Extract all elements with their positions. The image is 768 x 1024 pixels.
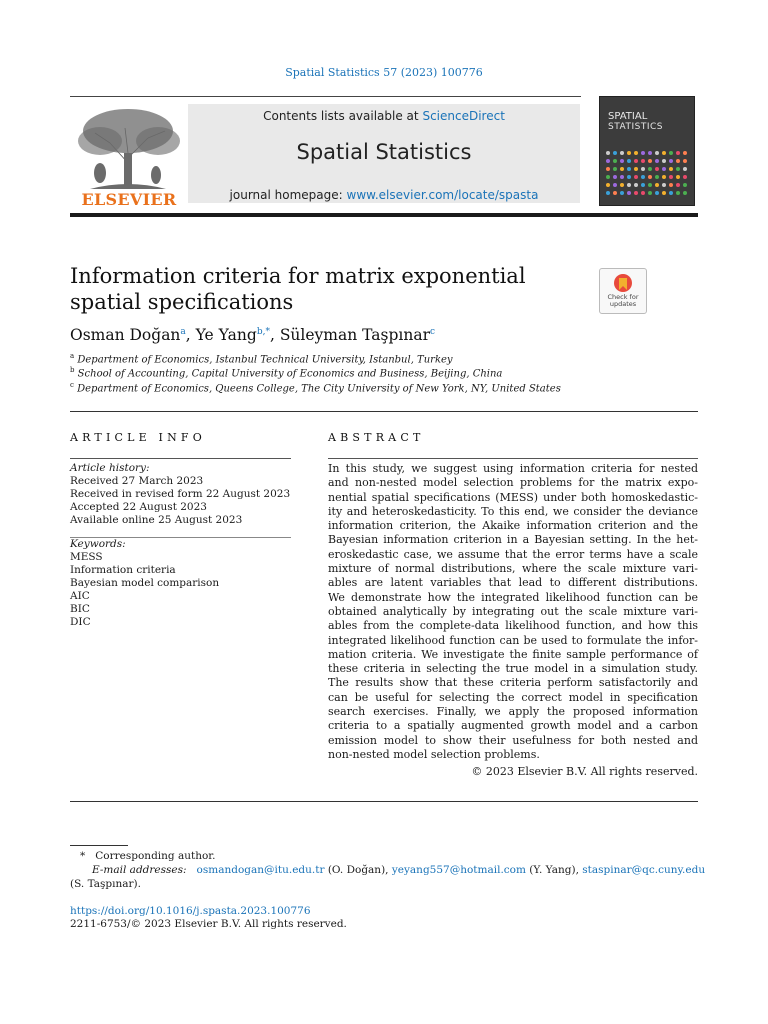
section-rule [70,411,698,412]
cover-dot [648,183,652,187]
email-link-dogan[interactable]: osmandogan@itu.edu.tr [196,864,325,876]
cover-dot [613,151,617,155]
cover-dot [669,175,673,179]
cover-dot [662,167,666,171]
cover-dot [606,159,610,163]
cover-dot [627,159,631,163]
cover-dot [641,151,645,155]
contents-line [188,109,580,123]
journal-title: Spatial Statistics [296,140,472,164]
abstract-copyright: © 2023 Elsevier B.V. All rights reserved. [471,765,698,778]
keyword-item: BIC [70,603,90,615]
cover-dot [683,167,687,171]
cover-dot [669,191,673,195]
email-label: E-mail addresses: [92,864,187,876]
article-title [70,263,580,315]
cover-dot [676,191,680,195]
elsevier-wordmark: ELSEVIER [81,190,177,209]
cover-dot [613,167,617,171]
check-for-updates-button[interactable] [599,268,647,314]
cover-dot [683,183,687,187]
issn-copyright: 2211-6753/© 2023 Elsevier B.V. All rights reserved. [70,918,347,930]
cover-dot [634,191,638,195]
cover-dot [648,191,652,195]
history-label: Article history: [70,462,150,474]
article-title-line2: spatial specifications [70,290,294,314]
abstract-line: The results show that these criteria perform satisfactorily and [328,676,698,690]
cover-dot [655,159,659,163]
cover-dot [606,167,610,171]
cover-dot [613,183,617,187]
cover-dot [606,191,610,195]
abstract-line: Bayesian information criterion in a Bayesian setting. In the het- [328,533,698,547]
keyword-item: MESS [70,551,103,563]
affiliation-b: $^b$ School of Accounting, Capital University of Economics and Business, Beijing, China [70,366,503,380]
journal-cover-image[interactable] [599,96,695,206]
abstract-line: criteria to a spatially augmented growth model and a carbon [328,719,698,733]
cover-dot [669,167,673,171]
keyword-item: DIC [70,616,91,628]
journal-homepage-link[interactable]: www.elsevier.com/locate/spasta [346,188,539,202]
cover-dot [648,167,652,171]
affiliation-c: $^c$ Department of Economics, Queens College, The City University of New York, NY, United States [70,381,561,395]
cover-dot [669,151,673,155]
cover-dot [620,159,624,163]
email-link-yang[interactable]: yeyang557@hotmail.com [391,864,526,876]
cover-dot [606,151,610,155]
history-accepted: Accepted 22 August 2023 [70,501,207,513]
cover-dot [634,159,638,163]
cover-dot [634,183,638,187]
cover-dot [641,167,645,171]
abstract-line: non-nested model selection problems. [328,747,540,761]
footnote-rule [70,845,128,846]
cover-dot [606,175,610,179]
keyword-item: Information criteria [70,564,176,576]
cover-dot [620,191,624,195]
abstract-line: information criterion, the Akaike information criterion and the [328,519,698,533]
cover-dot [641,159,645,163]
cover-dot [655,167,659,171]
cover-dot [620,183,624,187]
author-3-affil-marker[interactable]: c [430,326,436,337]
cover-dot [606,183,610,187]
cover-dot [662,175,666,179]
cover-dot [641,183,645,187]
abstract-line: ables from the complete-data likelihood function, and how this [328,619,698,633]
journal-citation-link[interactable]: Spatial Statistics 57 (2023) 100776 [285,66,483,79]
cover-dot [683,191,687,195]
cover-dot [662,191,666,195]
cover-dot [655,183,659,187]
abstract-line: mation criteria. We investigate the finite sample performance of [328,647,698,661]
cover-dot [648,151,652,155]
cover-dot [662,183,666,187]
cover-dot [648,175,652,179]
cover-dot [627,167,631,171]
cover-title-line1: SPATIAL [608,111,648,122]
author-1-affil-marker[interactable]: a [180,326,186,337]
cover-dot [676,175,680,179]
cover-dot [676,151,680,155]
cover-dot [683,151,687,155]
abstract-end-rule [70,801,698,802]
author-2-affil-marker[interactable]: b,* [256,326,270,337]
abstract-line: ity and heteroskedasticity. To this end, we consider the deviance [328,504,698,518]
cover-dot [634,175,638,179]
abstract-heading: ABSTRACT [328,431,425,444]
abstract-line: obtained analytically by integrating out the scale mixture vari- [328,604,698,618]
cover-dot [655,175,659,179]
author-2[interactable]: Ye Yang$^{b,*}$ [195,326,270,344]
abstract-line: these criteria in selecting the true model in a simulation study. [328,662,698,676]
keyword-item: AIC [70,590,90,602]
cover-dot [627,191,631,195]
abstract-body [328,462,698,762]
cover-title-line2: STATISTICS [608,122,663,132]
doi-link[interactable]: https://doi.org/10.1016/j.spasta.2023.100776 [70,905,311,917]
header-top-rule [70,96,581,97]
cover-dot [627,175,631,179]
cover-dot [655,191,659,195]
cover-dot [669,183,673,187]
email-link-taspinar[interactable]: staspinar@qc.cuny.edu [582,864,706,876]
cover-dot [634,167,638,171]
affiliation-a: $^a$ Department of Economics, Istanbul Technical University, Istanbul, Turkey [70,352,453,366]
keywords-label: Keywords: [70,538,126,550]
email-tail: (S. Taşpınar). [70,878,141,890]
keyword-item: Bayesian model comparison [70,577,220,589]
contents-prefix: Contents lists available at [263,109,419,123]
cover-dot [676,183,680,187]
cover-dot [641,191,645,195]
cover-dot [669,159,673,163]
homepage-prefix: journal homepage: [229,188,343,202]
corresponding-author-note: * Corresponding author. [80,850,216,862]
email-addresses-line: E-mail addresses: osmandogan@itu.edu.tr (O. Doğan), yeyang557@hotmail.com (Y. Yang), staspinar@qc.cuny.edu [92,864,706,876]
homepage-line [188,188,580,202]
cover-dot [662,159,666,163]
cover-dot [620,175,624,179]
cover-dot [627,151,631,155]
cover-dot [662,151,666,155]
cover-dot [613,159,617,163]
abstract-line: In this study, we suggest using information criteria for nested [328,462,698,475]
cover-dot [613,175,617,179]
abstract-line: nential spatial specifications (MESS) under both homoskedastic- [328,490,698,504]
cover-dot [620,151,624,155]
abstract-line: We demonstrate how the integrated likelihood function can be [328,590,698,604]
cover-dot [655,151,659,155]
cover-dot [648,159,652,163]
history-revised: Received in revised form 22 August 2023 [70,488,291,500]
abstract-line: emission model to show their usefulness for both nested and [328,733,698,747]
abstract-line: mixture of normal distributions, where the scale mixture vari- [328,562,698,576]
article-info-heading: ARTICLE INFO [70,431,206,444]
abstract-rule [328,458,698,459]
cover-dot [627,183,631,187]
article-info-rule [70,458,291,459]
cover-dot [634,151,638,155]
author-1[interactable]: Osman Doğan$^a$ [70,326,186,344]
cover-dot [620,167,624,171]
article-title-line1: Information criteria for matrix exponential [70,264,526,288]
cover-dot [613,191,617,195]
cover-dot-pattern-icon [604,149,690,201]
history-received: Received 27 March 2023 [70,475,204,487]
author-3[interactable]: Süleyman Taşpınar$^c$ [279,326,436,344]
author-list: Osman Doğan$^a$, Ye Yang$^{b,*}$, Süleyman Taşpınar$^c$ [70,326,436,344]
check-updates-label: Check for updates [607,293,639,308]
cover-dot [683,175,687,179]
header-thick-rule [70,213,698,217]
abstract-line: integrated likelihood function can be used to formulate the infor- [328,633,698,647]
cover-dot [676,159,680,163]
cover-dot [676,167,680,171]
cover-dot [641,175,645,179]
history-online: Available online 25 August 2023 [70,514,243,526]
abstract-line: and non-nested model selection problems for the matrix expo- [328,476,698,490]
abstract-line: ables are latent variables that lead to different distributions. [328,576,698,590]
sciencedirect-link[interactable]: ScienceDirect [422,109,505,123]
abstract-line: eroskedastic case, we assume that the error terms have a scale [328,547,698,561]
abstract-line: search exercises. Finally, we apply the proposed information [328,705,698,719]
cover-dot [683,159,687,163]
abstract-line: can be useful for selecting the correct model in specification [328,690,698,704]
